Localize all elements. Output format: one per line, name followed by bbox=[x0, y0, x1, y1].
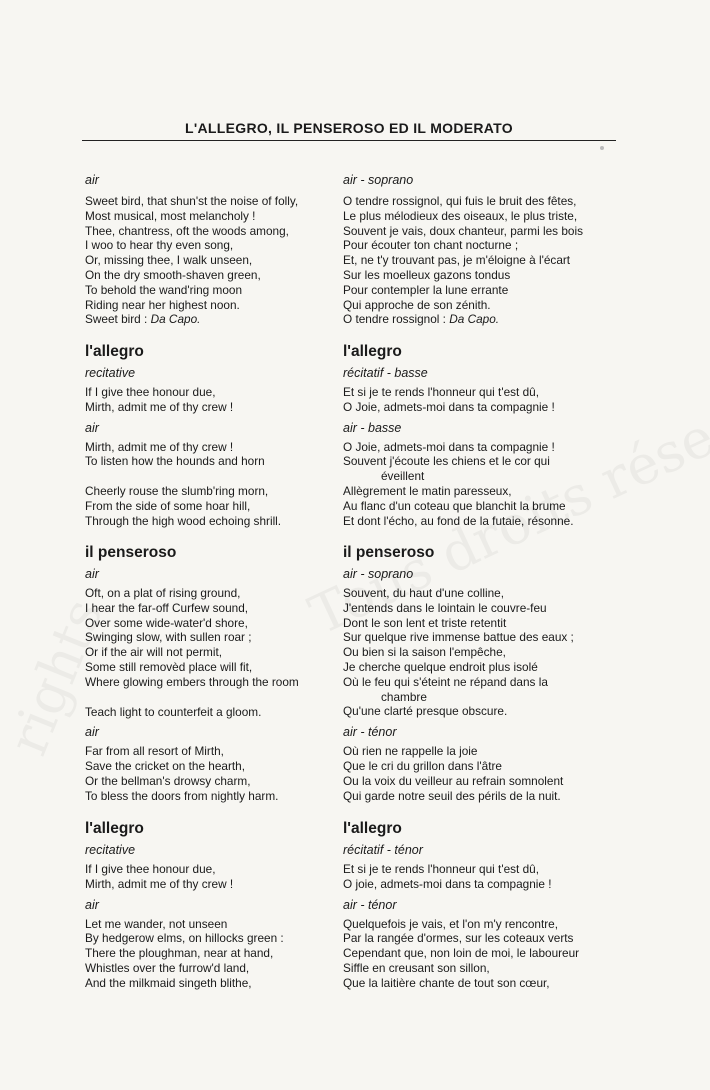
verse-line: If I give thee honour due, bbox=[85, 385, 216, 399]
fr-block-label: air - soprano bbox=[343, 567, 414, 581]
verse-line-da-capo bbox=[343, 312, 633, 327]
verse-line: Et si je te rends l'honneur qui t'est dû, bbox=[343, 862, 539, 876]
verse-line: Et, ne t'y trouvant pas, je m'éloigne à l'écart bbox=[343, 253, 571, 268]
verse-line: Souvent j'écoute les chiens et le cor qui bbox=[343, 454, 550, 469]
verse-line: Et dont l'écho, au fond de la futaie, résonne. bbox=[343, 513, 574, 528]
verse-line: Et si je te rends l'honneur qui t'est dû, bbox=[343, 385, 539, 399]
da-capo-mark: Da Capo. bbox=[150, 312, 201, 327]
verse-line: Far from all resort of Mirth, bbox=[85, 744, 224, 759]
verse-line: Pour écouter ton chant nocturne ; bbox=[343, 238, 519, 253]
verse-line: Teach light to counterfeit a gloom. bbox=[85, 704, 262, 719]
verse-line: Let me wander, not unseen bbox=[85, 916, 228, 931]
fr-allegro-section-2 bbox=[343, 820, 633, 991]
verse-line: Oft, on a plat of rising ground, bbox=[85, 586, 241, 600]
en-block-label: recitative bbox=[85, 366, 136, 380]
verse-line: Whistles over the furrow'd land, bbox=[85, 960, 250, 975]
verse-line: There the ploughman, near at hand, bbox=[85, 946, 274, 961]
en-block-label: air bbox=[85, 897, 99, 912]
en-block-label: air bbox=[85, 567, 99, 581]
page-title: L'ALLEGRO, IL PENSEROSO ED IL MODERATO bbox=[82, 120, 616, 141]
fr-penseroso-section bbox=[343, 544, 633, 803]
verse-line: Cheerly rouse the slumb'ring morn, bbox=[85, 484, 269, 499]
verse-line: On the dry smooth-shaven green, bbox=[85, 267, 261, 282]
verse-line: I woo to hear thy even song, bbox=[85, 238, 234, 253]
verse-line: Je cherche quelque endroit plus isolé bbox=[343, 659, 538, 674]
verse-line: Au flanc d'un coteau que blanchit la brume bbox=[343, 498, 566, 513]
section-heading: l'allegro bbox=[85, 343, 144, 360]
verse-line: O tendre rossignol, qui fuis le bruit des fêtes, bbox=[343, 194, 577, 208]
da-capo-mark: Da Capo. bbox=[449, 312, 500, 327]
verse-line: Qui approche de son zénith. bbox=[343, 297, 491, 312]
verse-line: Where glowing embers through the room bbox=[85, 674, 299, 689]
verse-line: Où rien ne rappelle la joie bbox=[343, 744, 478, 759]
verse-line: Sur quelque rive immense battue des eaux ; bbox=[343, 630, 574, 645]
verse-line: To bless the doors from nightly harm. bbox=[85, 788, 279, 803]
verse-line: Riding near her highest noon. bbox=[85, 297, 240, 312]
section-heading: l'allegro bbox=[343, 820, 402, 837]
verse-line: Que le cri du grillon dans l'âtre bbox=[343, 758, 502, 773]
verse-line: O Joie, admets-moi dans ta compagnie ! bbox=[343, 399, 555, 414]
verse-line: Sur les moelleux gazons tondus bbox=[343, 267, 511, 282]
en-air-block bbox=[85, 173, 375, 327]
verse-line: O joie, admets-moi dans ta compagnie ! bbox=[343, 876, 552, 891]
section-heading: il penseroso bbox=[85, 544, 177, 561]
da-capo-prefix: Sweet bird : bbox=[85, 312, 151, 327]
verse-line: Ou la voix du veilleur au refrain somnolent bbox=[343, 773, 564, 788]
verse-line: Mirth, admit me of thy crew ! bbox=[85, 876, 234, 891]
fr-block-label: air - ténor bbox=[343, 897, 397, 912]
verse-line: Le plus mélodieux des oiseaux, le plus triste, bbox=[343, 208, 578, 223]
verse-line: Cependant que, non loin de moi, le laboureur bbox=[343, 946, 580, 961]
en-allegro-section-2 bbox=[85, 820, 375, 991]
verse-line: And the milkmaid singeth blithe, bbox=[85, 975, 252, 990]
verse-line: Siffle en creusant son sillon, bbox=[343, 960, 490, 975]
verse-line: Some still removèd place will fit, bbox=[85, 659, 253, 674]
verse-line: Souvent, du haut d'une colline, bbox=[343, 586, 504, 600]
fr-block-label: air - soprano bbox=[343, 173, 414, 187]
fr-block-label: récitatif - ténor bbox=[343, 843, 423, 857]
verse-line: By hedgerow elms, on hillocks green : bbox=[85, 931, 284, 946]
verse-line: Swinging slow, with sullen roar ; bbox=[85, 630, 252, 645]
verse-line: Qu'une clarté presque obscure. bbox=[343, 704, 508, 719]
verse-line: Mirth, admit me of thy crew ! bbox=[85, 439, 234, 454]
verse-line: Sweet bird, that shun'st the noise of folly, bbox=[85, 194, 299, 208]
verse-line: Souvent je vais, doux chanteur, parmi les bois bbox=[343, 223, 584, 238]
verse-line: Où le feu qui s'éteint ne répand dans la bbox=[343, 674, 548, 689]
fr-block-label: air - ténor bbox=[343, 725, 397, 740]
en-block-label: air bbox=[85, 725, 99, 740]
verse-line: If I give thee honour due, bbox=[85, 862, 216, 876]
en-allegro-section bbox=[85, 343, 375, 529]
section-heading: il penseroso bbox=[343, 544, 435, 561]
verse-line: J'entends dans le lointain le couvre-feu bbox=[343, 600, 547, 615]
verse-line: Or the bellman's drowsy charm, bbox=[85, 773, 251, 788]
fr-block-label: récitatif - basse bbox=[343, 366, 428, 380]
verse-line: Dont le son lent et triste retentit bbox=[343, 615, 507, 630]
verse-line: To listen how the hounds and horn bbox=[85, 454, 265, 469]
verse-line: O Joie, admets-moi dans ta compagnie ! bbox=[343, 439, 555, 454]
verse-line: From the side of some hoar hill, bbox=[85, 498, 251, 513]
verse-line: Quelquefois je vais, et l'on m'y rencontre, bbox=[343, 916, 558, 931]
verse-line: Or, missing thee, I walk unseen, bbox=[85, 253, 253, 268]
en-block-label: air bbox=[85, 420, 99, 435]
section-heading: l'allegro bbox=[85, 820, 144, 837]
verse-line: Most musical, most melancholy ! bbox=[85, 208, 256, 223]
verse-line: Pour contempler la lune errante bbox=[343, 282, 509, 297]
fr-allegro-section bbox=[343, 343, 633, 528]
verse-line: éveillent bbox=[381, 469, 425, 484]
verse-line: Thee, chantress, oft the woods among, bbox=[85, 223, 289, 238]
verse-line: Save the cricket on the hearth, bbox=[85, 759, 246, 774]
en-penseroso-section bbox=[85, 544, 375, 804]
verse-line: Through the high wood echoing shrill. bbox=[85, 513, 282, 528]
en-block-label: air bbox=[85, 173, 99, 187]
verse-line: Allègrement le matin paresseux, bbox=[343, 483, 512, 498]
verse-line: Or if the air will not permit, bbox=[85, 645, 223, 660]
fr-block-label: air - basse bbox=[343, 420, 402, 435]
verse-line: Ou bien si la saison l'empêche, bbox=[343, 645, 506, 660]
verse-line: I hear the far-off Curfew sound, bbox=[85, 600, 249, 615]
scan-speck bbox=[600, 146, 604, 150]
verse-line: Mirth, admit me of thy crew ! bbox=[85, 399, 234, 414]
verse-line: Que la laitière chante de tout son cœur, bbox=[343, 975, 550, 990]
verse-line-da-capo bbox=[85, 312, 375, 327]
fr-air-block bbox=[343, 173, 633, 327]
en-block-label: recitative bbox=[85, 843, 136, 857]
verse-line: chambre bbox=[381, 689, 427, 704]
da-capo-prefix: O tendre rossignol : bbox=[343, 312, 450, 327]
verse-line: Par la rangée d'ormes, sur les coteaux verts bbox=[343, 931, 574, 946]
verse-line: Over some wide-water'd shore, bbox=[85, 615, 248, 630]
verse-line: To behold the wand'ring moon bbox=[85, 282, 243, 297]
section-heading: l'allegro bbox=[343, 343, 402, 360]
verse-line: Qui garde notre seuil des périls de la nuit. bbox=[343, 788, 561, 803]
